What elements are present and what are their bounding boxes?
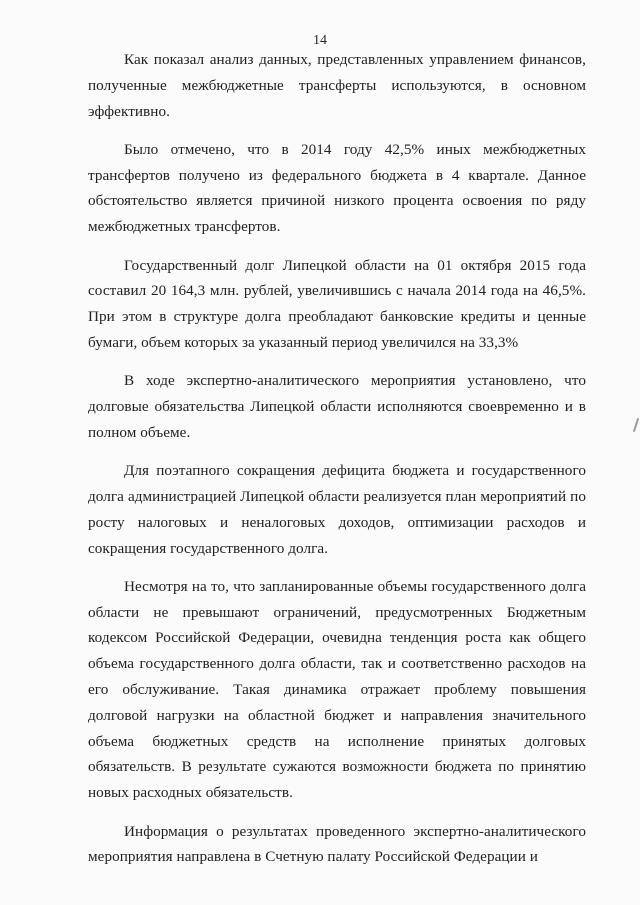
paragraph-deficit-reduction: Для поэтапного сокращения дефицита бюджета и государственного долга администрацией Липецкой области реализуется план мероприятий по росту налоговых и неналоговых доходов, оптимизации расходов и сокращения государственного долга.: [88, 462, 586, 557]
paragraph-debt-obligations: В ходе экспертно-аналитического мероприятия установлено, что долговые обязательства Липецкой области исполняются своевременно и в полном объеме.: [88, 372, 586, 441]
scan-artifact-mark: [633, 418, 639, 432]
paragraph-debt-growth-trend: Несмотря на то, что запланированные объемы государственного долга области не превышают ограничений, предусмотренных Бюджетным кодексом Российской Федерации, очевидна тенденция роста как общего объема государственного долга области, так и соответственно расходов на его обслуживание. Такая динамика отражает проблему повышения долговой нагрузки на областной бюджет и направления значительного объема бюджетных средств на исполнение принятых долговых обязательств. В результате сужаются возможности бюджета по принятию новых расходных обязательств.: [88, 577, 586, 802]
paragraph-state-debt: Государственный долг Липецкой области на 01 октября 2015 года составил 20 164,3 млн. рублей, увеличившись с начала 2014 года на 46,5%. При этом в структуре долга преобладают банковские кредиты и ценные бумаги, объем которых за указанный период увеличился на 33,3%: [88, 256, 586, 351]
paragraph-federal-transfers: Было отмечено, что в 2014 году 42,5% иных межбюджетных трансфертов получено из федерального бюджета в 4 квартале. Данное обстоятельство является причиной низкого процента освоения по ряду межбюджетных трансфертов.: [88, 140, 586, 236]
paragraph-information-sent: Информация о результатах проведенного экспертно-аналитического мероприятия направлена в Счетную палату Российской Федерации и: [88, 822, 586, 866]
page-number: 14: [313, 33, 327, 48]
paragraph-transfers-analysis: Как показал анализ данных, представленных управлением финансов, полученные межбюджетные трансферты используются, в основном эффективно.: [88, 51, 586, 120]
document-body: [88, 47, 586, 883]
